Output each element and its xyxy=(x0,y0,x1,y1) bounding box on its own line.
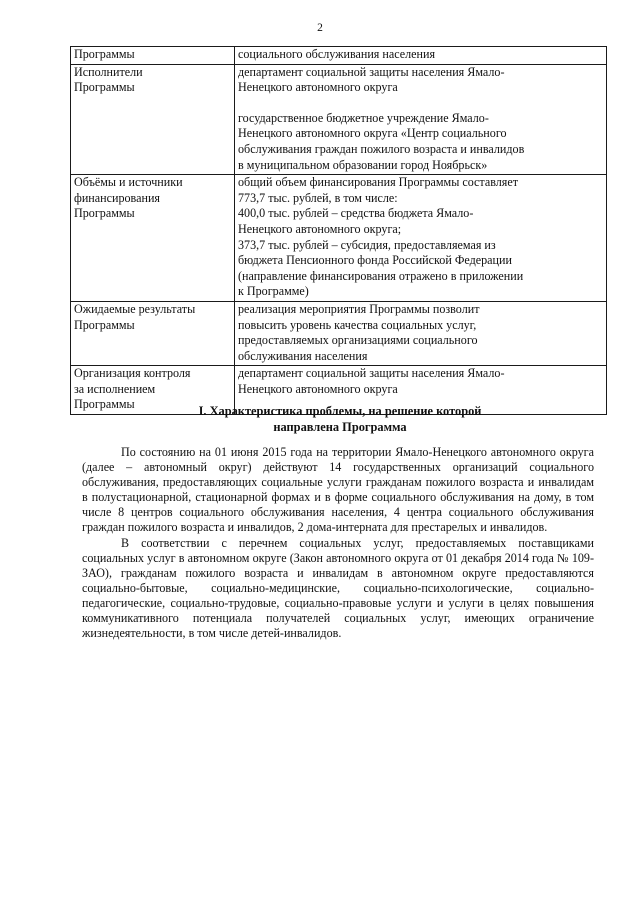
section-title-line-2: направлена Программа xyxy=(273,419,407,434)
row-value-line: 373,7 тыс. рублей – субсидия, предоставляемая из xyxy=(238,237,496,252)
row-value-line: департамент социальной защиты населения Ямало- xyxy=(238,366,505,381)
row-value-line: реализация мероприятия Программы позволит xyxy=(238,301,480,316)
row-value-cell xyxy=(235,64,607,175)
paragraph: В соответствии с перечнем социальных услуг, предоставляемых поставщиками социальных услуг в автономном округе (Закон автономного округа от 01 декабря 2014 года № 109-ЗАО), гражданам пожилого возраста и инвалидам в автономном округе предоставляются социально-бытовые, социально-медицинские, социально-психологические, социально-педагогические, социально-трудовые, социально-правовые услуги и услуги в целях повышения коммуникативного потенциала получателей социальных услуг, имеющих ограничение жизнедеятельности, в том числе детей-инвалидов. xyxy=(82,535,594,641)
row-value-line: Ненецкого автономного округа xyxy=(238,80,398,95)
row-label-line: Организация контроля xyxy=(74,366,191,381)
row-value-line: Ненецкого автономного округа xyxy=(238,381,398,396)
row-label-line: Программы xyxy=(74,397,135,412)
section-title xyxy=(90,404,590,435)
row-value-line: Ненецкого автономного округа «Центр социального xyxy=(238,126,507,141)
row-value-line: обслуживания граждан пожилого возраста и инвалидов xyxy=(238,141,525,156)
row-label-line: Исполнители xyxy=(74,64,143,79)
row-label-line: Программы xyxy=(74,47,135,61)
row-label-line: за исполнением xyxy=(74,381,156,396)
row-value-line: обслуживания населения xyxy=(238,348,368,363)
row-value-line: бюджета Пенсионного фонда Российской Федерации xyxy=(238,253,512,268)
row-value-line: (направление финансирования отражено в приложении xyxy=(238,268,524,283)
row-value-cell xyxy=(235,301,607,365)
block-gap xyxy=(238,96,603,111)
program-passport-table xyxy=(70,46,607,415)
row-value-line: повысить уровень качества социальных услуг, xyxy=(238,317,477,332)
section-body xyxy=(82,445,594,641)
row-value-cell xyxy=(235,47,607,65)
section-title-line-1: I. Характеристика проблемы, на решение которой xyxy=(198,404,482,418)
table-row xyxy=(71,175,607,302)
row-value-cell xyxy=(235,175,607,302)
page-number: 2 xyxy=(317,22,323,34)
row-value-line: 400,0 тыс. рублей – средства бюджета Ямало- xyxy=(238,206,474,221)
row-label-line: Программы xyxy=(74,206,135,221)
row-value-line: государственное бюджетное учреждение Ямало- xyxy=(238,110,489,125)
table-row xyxy=(71,301,607,365)
paragraph: По состоянию на 01 июня 2015 года на территории Ямало-Ненецкого автономного округа (далее – автономный округ) действуют 14 государственных организаций социального обслуживания, предоставляющих социальные услуги гражданам пожилого возраста и инвалидам в полустационарной, стационарной формах и в форме социального обслуживания на дому, в том числе 8 центров социального обслуживания населения, 4 центра социального обслуживания граждан пожилого возраста и инвалидов, 2 дома-интерната для престарелых и инвалидов. xyxy=(82,445,594,535)
row-value-line: предоставляемых организациями социального xyxy=(238,333,478,348)
row-value-line: 773,7 тыс. рублей, в том числе: xyxy=(238,190,398,205)
table-row xyxy=(71,47,607,65)
row-value-line: Ненецкого автономного округа; xyxy=(238,221,402,236)
row-value-line: социального обслуживания населения xyxy=(238,47,436,61)
row-label-line: финансирования xyxy=(74,190,160,205)
row-value-line: общий объем финансирования Программы составляет xyxy=(238,175,519,190)
row-label-cell xyxy=(71,47,235,65)
row-label-line: Программы xyxy=(74,317,135,332)
row-value-line: в муниципальном образовании город Ноябрьск» xyxy=(238,157,488,172)
row-value-line: к Программе) xyxy=(238,284,309,299)
row-label-line: Программы xyxy=(74,80,135,95)
row-label-cell xyxy=(71,175,235,302)
row-label-line: Ожидаемые результаты xyxy=(74,301,196,316)
table-row xyxy=(71,64,607,175)
row-value-line: департамент социальной защиты населения Ямало- xyxy=(238,64,505,79)
row-label-cell xyxy=(71,301,235,365)
row-label-line: Объёмы и источники xyxy=(74,175,183,190)
row-label-cell xyxy=(71,64,235,175)
